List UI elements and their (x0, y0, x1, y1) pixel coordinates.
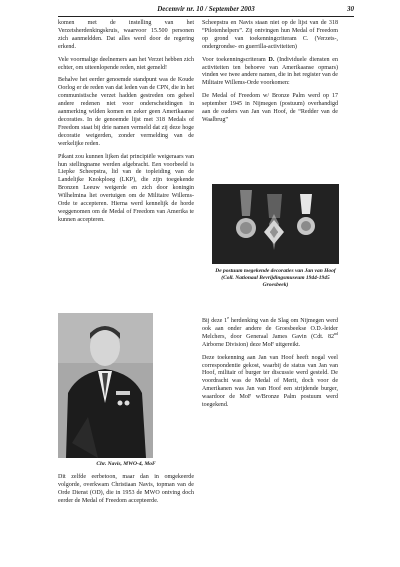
left-column-top (58, 20, 194, 230)
text-run: Voor toekenningscriteram (202, 56, 269, 63)
page-header (58, 5, 354, 15)
medals-caption: De postuum toegekende decoraties van Jan van Hoof (Coll. Nationaal Bevrijdingsmuseum 1944-1945 Groesbeek) (215, 268, 336, 288)
superscript: nd (334, 330, 338, 336)
paragraph (202, 57, 338, 89)
text-run: Bij deze 1 (202, 318, 228, 325)
paragraph: Scheepstra en Navis staan niet op de lijst van de 318 “Pilotenhelpers”. Zij ontvingen hun Medal of Freedom op grond van toekenningcriteram C. (Verzets-, ondergrondse- en guerrilla-activiteiten) (202, 20, 338, 50)
medals-photo (212, 184, 339, 264)
portrait-illustration (58, 313, 153, 458)
header-rule (58, 16, 354, 17)
paragraph: Dit zelfde eerbetoon, maar dan in omgekeerde volgorde, overkwam Christiaan Navis, topman van de Orde Dienst (OD), die in 1953 de MWO ontving doch eerder de Medal of Freedom accepteerde. (58, 474, 194, 504)
paragraph: Behalve het eerder genoemde standpunt was de Koude Oorlog er de reden van dat leden van de CPN, die in het communistische verzet hadden gestreden om geheel andere redenen niet voor onderscheidingen in aanmerking wilden komen en zeker geen Amerikaanse decoraties. In de genoemde lijst met 318 Medals of Freedom staat bij drie namen vermeld dat zij deze hoge decoratie weigerden, zonder vermelding van de werkelijke reden. (58, 77, 194, 147)
paragraph: De Medal of Freedom w/ Bronze Palm werd op 17 september 1945 in Nijmegen (postuum) overhandigd aan de ouders van Jan van Hoof, de “Redder van de Waalbrug” (202, 93, 338, 123)
paragraph: Vele voormalige deelnemers aan het Verzet hebben zich echter, om uiteenlopende reden, niet gemeld! (58, 56, 194, 71)
medals-illustration (212, 184, 339, 264)
right-column-top (202, 20, 338, 130)
text-run: (Individuele diensten en activiteiten ten behoeve van Amerikaanse opmars) vinden we twee andere namen, die in het register van de Militaire Willems-Orde voorkomen: (202, 56, 338, 87)
text-run: Airborne Division) deze MoF uitgereikt. (202, 341, 301, 348)
paragraph: komen met de instelling van het Verzetsherdenkingskruis, waarvoor 15.500 personen zich aanmeldden. Dat alles werd door de regering erkend. (58, 20, 194, 50)
left-column-bottom (58, 474, 194, 511)
criterion-letter: D. (268, 56, 275, 63)
paragraph: Deze toekenning aan Jan van Hoof heeft nogal veel correspondentie gekost, waarbij de status van Jan van Hoof, militair of burger ter discussie werd gesteld. De voordracht was de Medal of Merit, doch voor de Amerikanen was Jan van Hoof een strijdende burger, waardoor de MoF w/Bronze Palm postuum werd toegekend. (202, 354, 338, 409)
paragraph: Pikant zou kunnen lijken dat principiële weigeraars van hun stellingname werden afgebracht. Een voorbeeld is Liepke Scheepstra, lid van de topleiding van de Landelijke Knokploeg (LKP), die zijn toegekende Bronzen Leeuw weigerde en zich door koningin Wilhelmina liet overtuigen om de Militaire Willems-Orde te accepteren. Hierna werd kennelijk de horde weggenomen om de Medal of Freedom van Amerika te kunnen accepteren. (58, 153, 194, 223)
superscript: e (227, 315, 229, 320)
paragraph (202, 315, 338, 350)
right-column-bottom (202, 315, 338, 415)
header-title: Decemvir nr. 10 / September 2003 (157, 5, 255, 13)
text-run: herdenking van de Slag om Nijmegen werd ook aan onder andere de Groesbeekse O.D.-leider Melchers, door Generaal James Gavin (Cdt. 82 (202, 318, 338, 340)
portrait-caption: Chr. Navis, MWO-4, MoF (96, 461, 156, 467)
portrait-photo (58, 313, 153, 458)
page-number: 30 (347, 5, 354, 13)
